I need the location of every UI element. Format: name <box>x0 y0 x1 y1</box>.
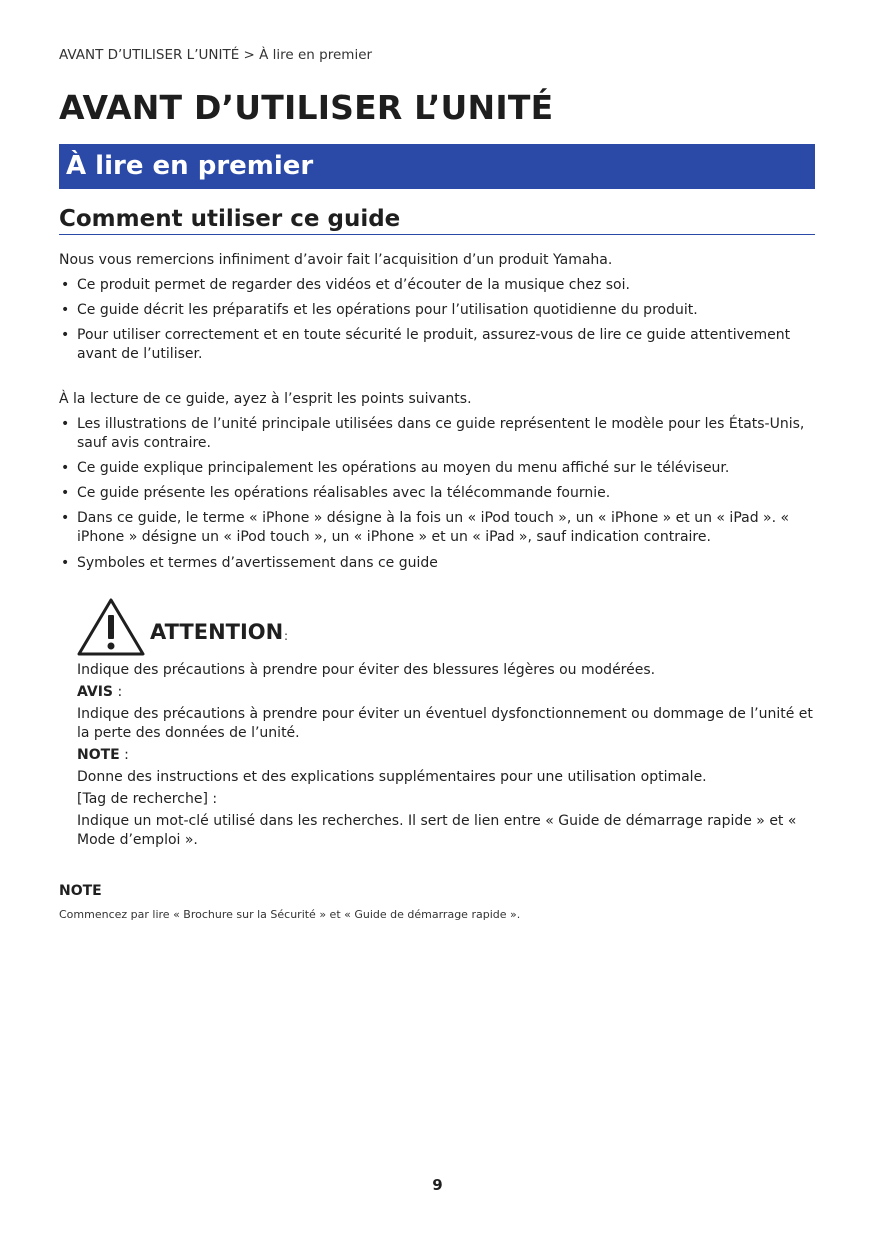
warning-definitions <box>77 661 822 850</box>
avis-label: AVIS <box>77 684 114 700</box>
list-item: • Dans ce guide, le terme « iPhone » désigne à la fois un « iPod touch », un « iPhone » et un « iPad ». « iPhone » désigne un « iPod touch », un « iPhone » et un « iPad », sauf indication contraire. <box>59 509 819 547</box>
tag-term-label: [Tag de recherche] : <box>77 791 218 807</box>
warning-triangle-icon <box>76 597 146 657</box>
note-section-label: NOTE <box>59 883 102 899</box>
reading-bullet-list <box>59 415 819 573</box>
note-term-label: NOTE <box>77 747 120 763</box>
avis-term <box>77 683 822 702</box>
list-item: • Symboles et termes d’avertissement dans ce guide <box>59 554 819 573</box>
reading-intro-text: À la lecture de ce guide, ayez à l’esprit les points suivants. <box>59 391 472 407</box>
attention-label: ATTENTION <box>150 620 284 644</box>
list-item: • Les illustrations de l’unité principale utilisées dans ce guide représentent le modèle pour les États-Unis, sauf avis contraire. <box>59 415 819 453</box>
list-item: • Pour utiliser correctement et en toute sécurité le produit, assurez-vous de lire ce guide attentivement avant de l’utiliser. <box>59 326 819 364</box>
breadcrumb: AVANT D’UTILISER L’UNITÉ > À lire en premier <box>59 47 373 63</box>
avis-colon: : <box>113 684 123 700</box>
note-section-text: Commencez par lire « Brochure sur la Sécurité » et « Guide de démarrage rapide ». <box>59 908 521 921</box>
section-bar <box>59 144 815 189</box>
list-item: • Ce produit permet de regarder des vidéos et d’écouter de la musique chez soi. <box>59 276 819 295</box>
chapter-title: AVANT D’UTILISER L’UNITÉ <box>59 88 554 127</box>
page-number: 9 <box>432 1176 443 1194</box>
subsection-title: Comment utiliser ce guide <box>59 206 815 235</box>
tag-term-description: Indique un mot-clé utilisé dans les recherches. Il sert de lien entre « Guide de démarrage rapide » et « Mode d’emploi ». <box>77 813 797 848</box>
list-item: • Ce guide explique principalement les opérations au moyen du menu affiché sur le téléviseur. <box>59 459 819 478</box>
section-title: À lire en premier <box>66 151 314 181</box>
avis-description: Indique des précautions à prendre pour éviter un éventuel dysfonctionnement ou dommage de l’unité et la perte des données de l’unité. <box>77 706 813 741</box>
list-item: • Ce guide décrit les préparatifs et les opérations pour l’utilisation quotidienne du produit. <box>59 301 819 320</box>
attention-description: Indique des précautions à prendre pour éviter des blessures légères ou modérées. <box>77 662 656 678</box>
list-item: • Ce guide présente les opérations réalisables avec la télécommande fournie. <box>59 484 819 503</box>
intro-text: Nous vous remercions infiniment d’avoir fait l’acquisition d’un produit Yamaha. <box>59 252 613 268</box>
intro-bullet-list <box>59 276 819 364</box>
note-term-colon: : <box>119 747 129 763</box>
note-term-description: Donne des instructions et des explications supplémentaires pour une utilisation optimale. <box>77 769 707 785</box>
note-term <box>77 746 822 765</box>
attention-colon: : <box>284 629 289 643</box>
